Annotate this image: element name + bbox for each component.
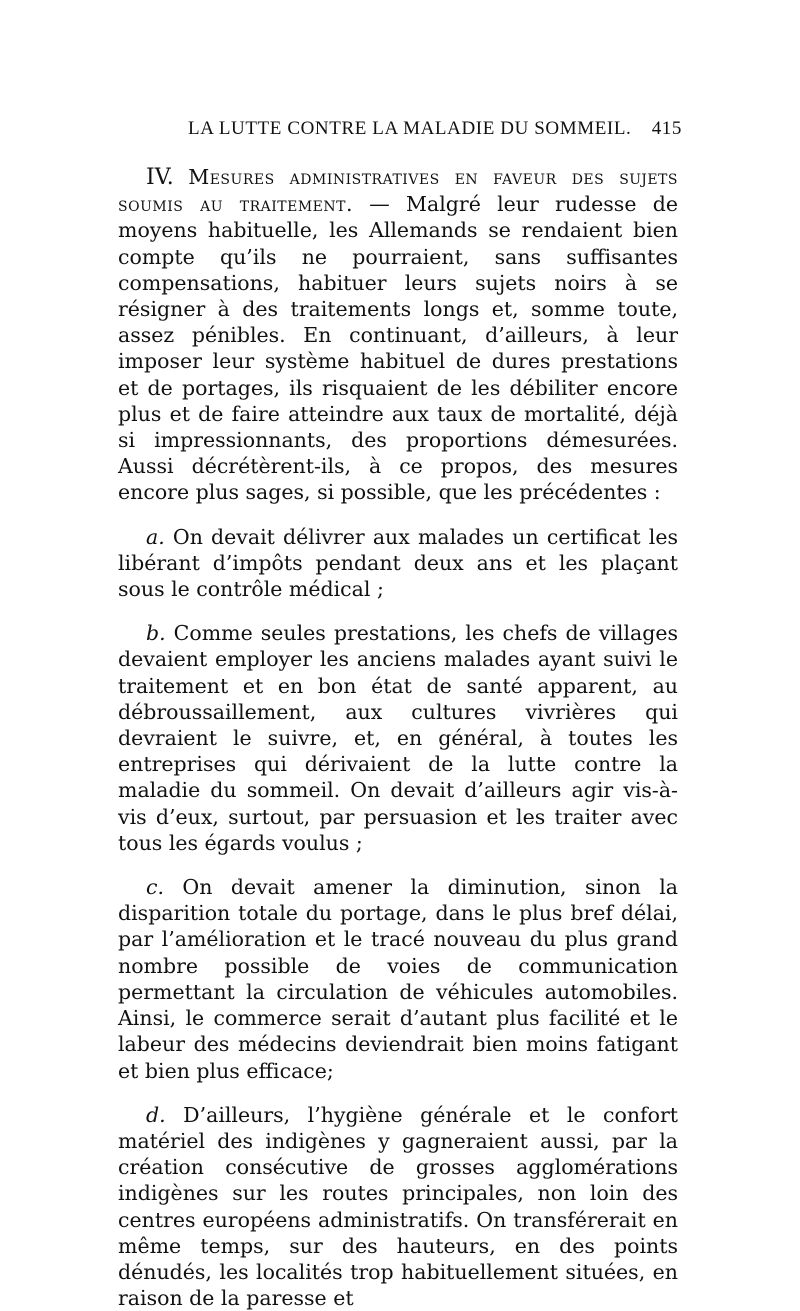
item-text: Comme seules prestations, les chefs de villages devaient employer les anciens malades ayant suivi le traitement et en bon état de santé apparent, au débroussaillement, aux cultures vivrières qui devraient le suivre, et, en général, à toutes les entreprises qui dérivaient de la lutte contre la maladie du sommeil. On devait d’ailleurs agir vis-à-vis d’eux, surtout, par persuasion et les traiter avec tous les égards voulus ;	[118, 621, 678, 855]
item-text: On devait amener la diminution, sinon la disparition totale du portage, dans le plus bref délai, par l’amélioration et le tracé nouveau du plus grand nombre possible de voies de communication permettant la circulation de véhicules automobiles. Ainsi, le commerce serait d’autant plus facilité et le labeur des médecins deviendrait bien moins fatigant et bien plus efficace;	[118, 875, 678, 1083]
list-item-c	[118, 874, 678, 1084]
section-intro: Malgré leur rudesse de moyens habituelle, les Allemands se rendaient bien compte qu’ils ne pourraient, sans suffisantes compensations, habituer leurs sujets noirs à se résigner à des traitements longs et, somme toute, assez pénibles. En continuant, d’ailleurs, à leur imposer leur système habituel de dures prestations et de portages, ils risquaient de les débiliter encore plus et de faire atteindre aux taux de mortalité, déjà si impressionnants, des proportions démesurées. Aussi décrétèrent-ils, à ce propos, des mesures encore plus sages, si possible, que les précédentes :	[118, 192, 678, 505]
running-head	[118, 118, 682, 146]
running-title: LA LUTTE CONTRE LA MALADIE DU SOMMEIL.	[188, 118, 632, 139]
item-letter: b.	[146, 621, 166, 646]
list-item-a	[118, 524, 678, 603]
list-item-d	[118, 1102, 678, 1311]
section-dash: —	[352, 192, 406, 217]
item-text: D’ailleurs, l’hygiène générale et le confort matériel des indigènes y gagneraient aussi, par la création consécutive de grosses agglomérations indigènes sur les routes principales, non loin des centres européens administratifs. On transférerait en même temps, sur des hauteurs, en des points dénudés, les localités trop habituellement situées, en raison de la paresse et	[118, 1102, 678, 1311]
item-letter: d.	[146, 1102, 166, 1127]
list-item-b	[118, 620, 678, 856]
item-text: On devait délivrer aux malades un certificat les libérant d’impôts pendant deux ans et les plaçant sous le contrôle médical ;	[118, 524, 678, 602]
body-text	[118, 164, 678, 1311]
page-number: 415	[651, 118, 682, 139]
item-letter: c.	[146, 875, 164, 900]
item-letter: a.	[146, 524, 165, 549]
section-numeral: IV.	[146, 165, 174, 190]
book-page	[118, 118, 682, 1311]
section-iv-paragraph	[118, 164, 678, 506]
section-title: Mesures administratives en faveur des sujets soumis au traitement.	[118, 165, 678, 217]
